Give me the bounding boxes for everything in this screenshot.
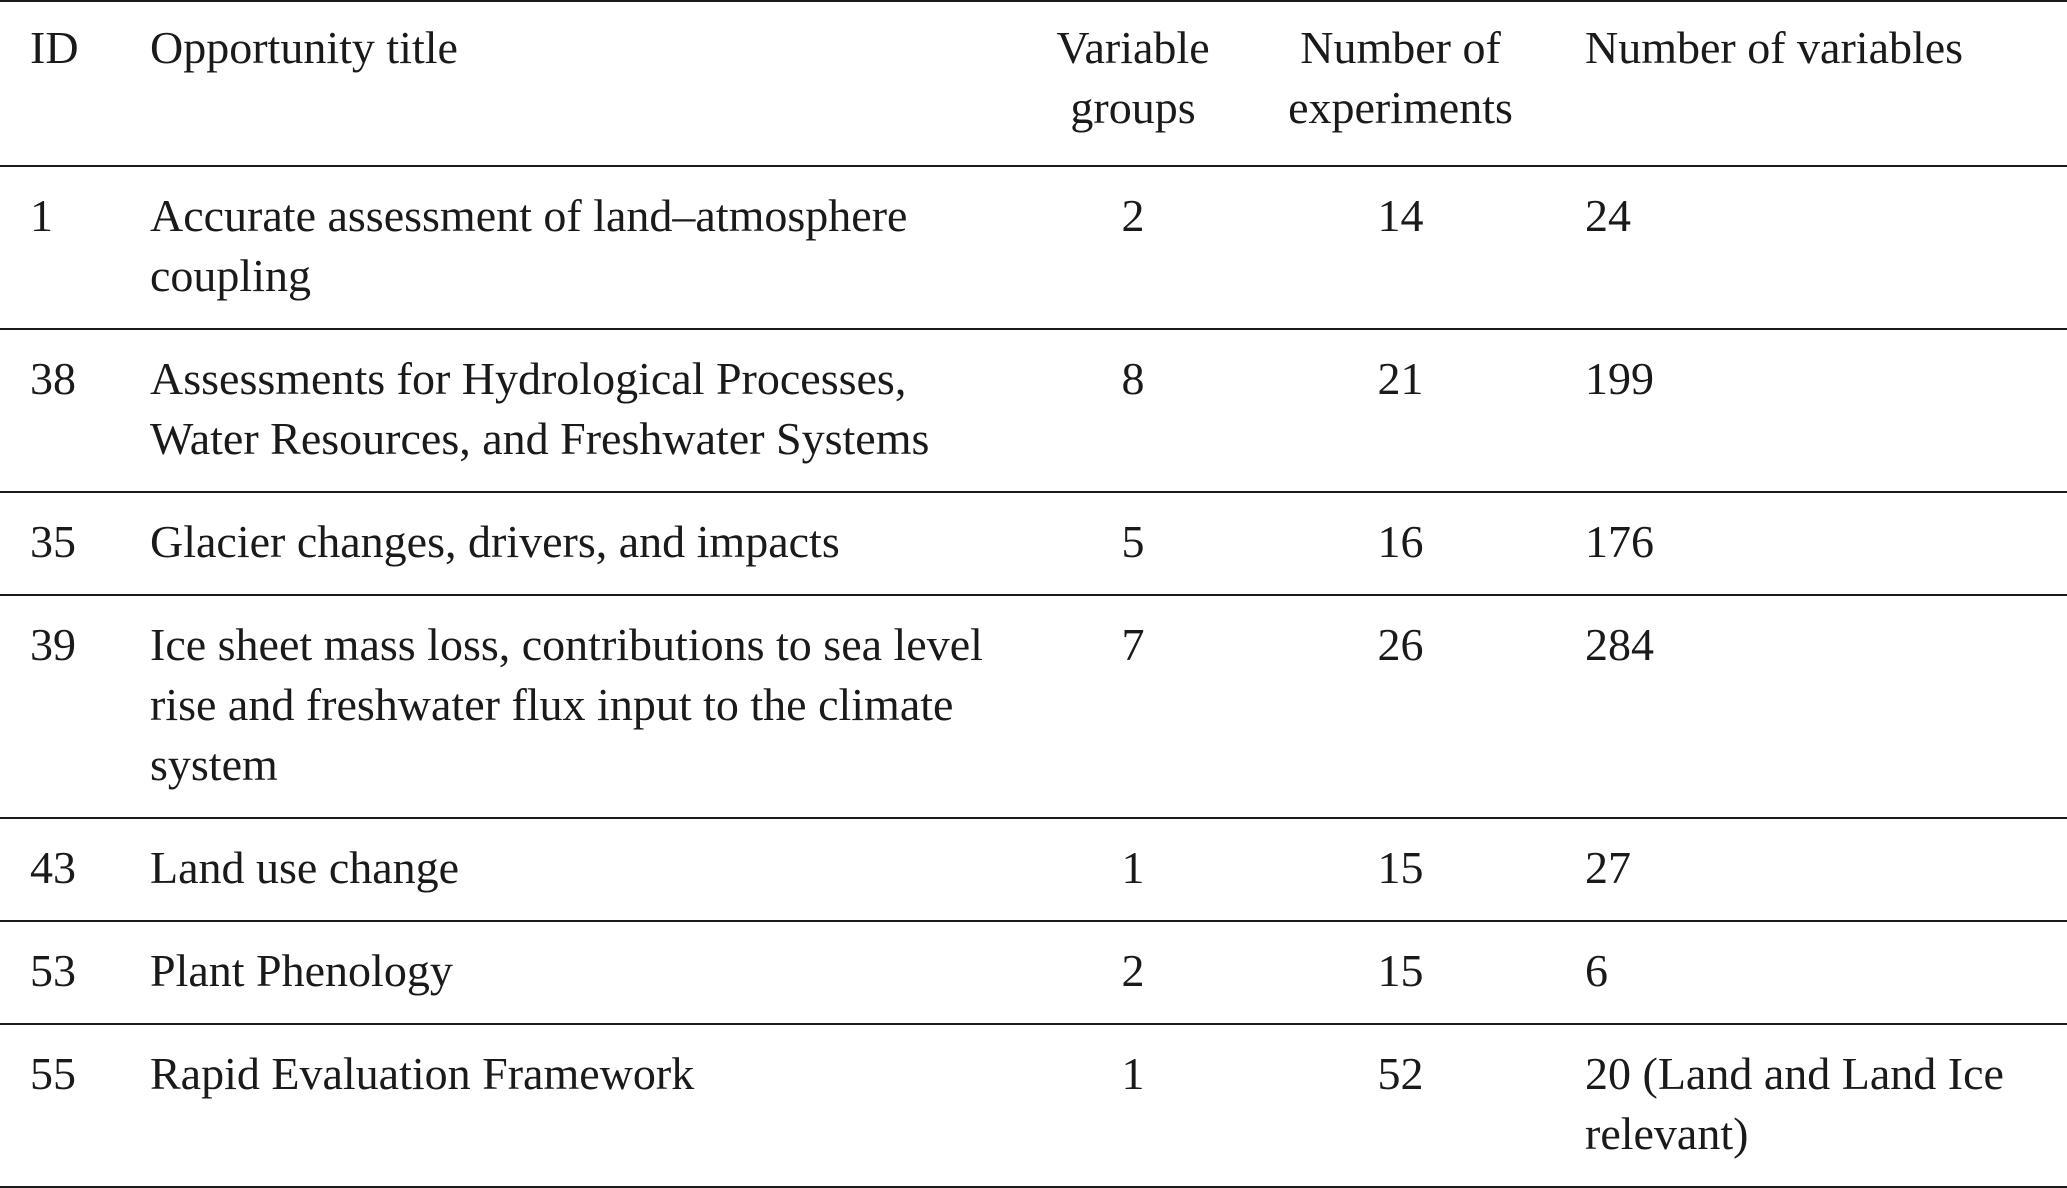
cell-variables: 199 [1585,353,1654,404]
cell-variable-groups: 2 [1121,190,1145,241]
cell-experiments: 16 [1377,516,1424,567]
cell-variables: 20 (Land and Land Ice relevant) [1585,1048,2004,1159]
cell-title: Accurate assessment of land–atmosphere coupling [150,190,908,301]
header-title-label: Opportunity title [150,22,458,73]
cell-title: Land use change [150,842,460,893]
header-experiments-line1: Number of [1300,22,1501,73]
header-variables [1553,1,2067,166]
cell-id: 55 [30,1048,76,1099]
header-experiments [1248,1,1553,166]
cell-variable-groups: 1 [1121,842,1145,893]
cell-id: 38 [30,353,76,404]
cell-title: Assessments for Hydrological Processes, Water Resources, and Freshwater Systems [150,353,930,464]
header-variable-groups-line1: Variable [1056,22,1210,73]
cell-id: 35 [30,516,76,567]
header-id [0,1,148,166]
cell-experiments: 15 [1377,842,1424,893]
cell-variable-groups: 8 [1121,353,1145,404]
cell-title: Rapid Evaluation Framework [150,1048,695,1099]
cell-id: 53 [30,945,76,996]
cell-experiments: 21 [1377,353,1424,404]
cell-id: 43 [30,842,76,893]
cell-variable-groups: 5 [1121,516,1145,567]
cell-variables: 6 [1585,945,1608,996]
cell-title: Glacier changes, drivers, and impacts [150,516,840,567]
cell-id: 1 [30,190,53,241]
header-title [148,1,1018,166]
cell-variable-groups: 2 [1121,945,1145,996]
table-row [0,329,2067,492]
cell-variables: 24 [1585,190,1631,241]
cell-variables: 176 [1585,516,1654,567]
header-variable-groups-line2: groups [1070,82,1196,133]
cell-experiments: 15 [1377,945,1424,996]
cell-title: Ice sheet mass loss, contributions to sea level rise and freshwater flux input to the climate system [150,619,983,790]
header-id-label: ID [30,22,79,73]
table-row [0,921,2067,1024]
table-row [0,166,2067,329]
header-row [0,1,2067,166]
cell-variables: 27 [1585,842,1631,893]
cell-variable-groups: 7 [1121,619,1145,670]
table-row [0,492,2067,595]
cell-experiments: 26 [1377,619,1424,670]
table-row [0,1024,2067,1187]
cell-title: Plant Phenology [150,945,453,996]
cell-id: 39 [30,619,76,670]
cell-experiments: 52 [1377,1048,1424,1099]
header-variable-groups [1018,1,1248,166]
table-row [0,818,2067,921]
cell-variables: 284 [1585,619,1654,670]
table-header [0,1,2067,166]
header-experiments-line2: experiments [1288,82,1513,133]
table-body [0,166,2067,1187]
cell-variable-groups: 1 [1121,1048,1145,1099]
table-row [0,595,2067,818]
header-variables-label: Number of variables [1585,22,1964,73]
cell-experiments: 14 [1377,190,1424,241]
